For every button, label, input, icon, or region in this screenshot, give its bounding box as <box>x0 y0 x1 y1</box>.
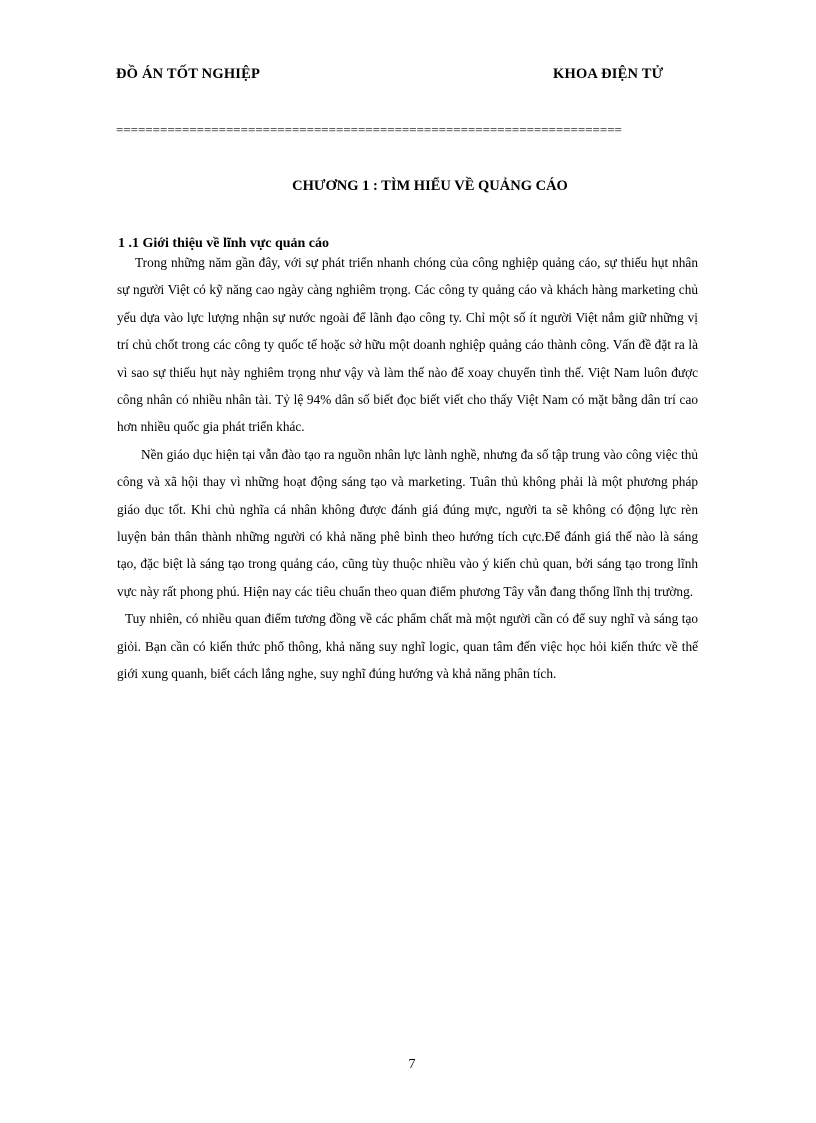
paragraph-2: Nền giáo dục hiện tại vẫn đào tạo ra nguồn nhân lực lành nghề, nhưng đa số tập trung vào công việc thủ công và xã hội thay vì những hoạt động sáng tạo và marketing. Tuân thủ không phải là một phương pháp giáo dục tốt. Khi chủ nghĩa cá nhân không được đánh giá đúng mực, người ta sẽ không có động lực rèn luyện bản thân thành những người có khả năng phê bình theo hướng tích cực.Để đánh giá thế nào là sáng tạo, đặc biệt là sáng tạo trong quảng cáo, cũng tùy thuộc nhiều vào ý kiến chủ quan, bởi sáng tạo trong lĩnh vực này rất phong phú. Hiện nay các tiêu chuẩn theo quan điểm phương Tây vẫn đang thống lĩnh thị trường. <box>117 446 698 599</box>
chapter-title: CHƯƠNG 1 : TÌM HIỂU VỀ QUẢNG CÁO <box>292 178 568 194</box>
paragraph-3: Tuy nhiên, có nhiều quan điểm tương đồng về các phẩm chất mà một người cần có để suy nghĩ và sáng tạo giỏi. Bạn cần có kiến thức phổ thông, khả năng suy nghĩ logic, quan tâm đến việc học hỏi kiến thức về thế giới xung quanh, biết cách lắng nghe, suy nghĩ đúng hướng và khả năng phân tích. <box>117 611 698 682</box>
page-number: 7 <box>408 1057 416 1072</box>
header-divider: ===================================================================== <box>116 122 622 137</box>
header-right: KHOA ĐIỆN TỬ <box>553 66 664 82</box>
section-title: 1 .1 Giới thiệu về lĩnh vực quản cáo <box>118 236 330 251</box>
body-text <box>117 249 698 688</box>
paragraph-1: Trong những năm gần đây, với sự phát triển nhanh chóng của công nghiệp quảng cáo, sự thiếu hụt nhân sự người Việt có kỹ năng cao ngày càng nghiêm trọng. Các công ty quảng cáo và khách hàng marketing chủ yếu dựa vào lực lượng nhận sự nước ngoài để lãnh đạo công ty. Chỉ một số ít người Việt nắm giữ những vị trí chủ chốt trong các công ty quốc tế hoặc sở hữu một doanh nghiệp quảng cáo thành công. Vấn đề đặt ra là vì sao sự thiếu hụt này nghiêm trọng như vậy và làm thế nào để xoay chuyển tình thế. Việt Nam luôn được công nhân có nhiều nhân tài. Tỷ lệ 94% dân số biết đọc biết viết cho thấy Việt Nam có mặt bằng dân trí cao hơn nhiều quốc gia phát triển khác. <box>117 255 698 435</box>
header-left: ĐỒ ÁN TỐT NGHIỆP <box>116 66 261 82</box>
